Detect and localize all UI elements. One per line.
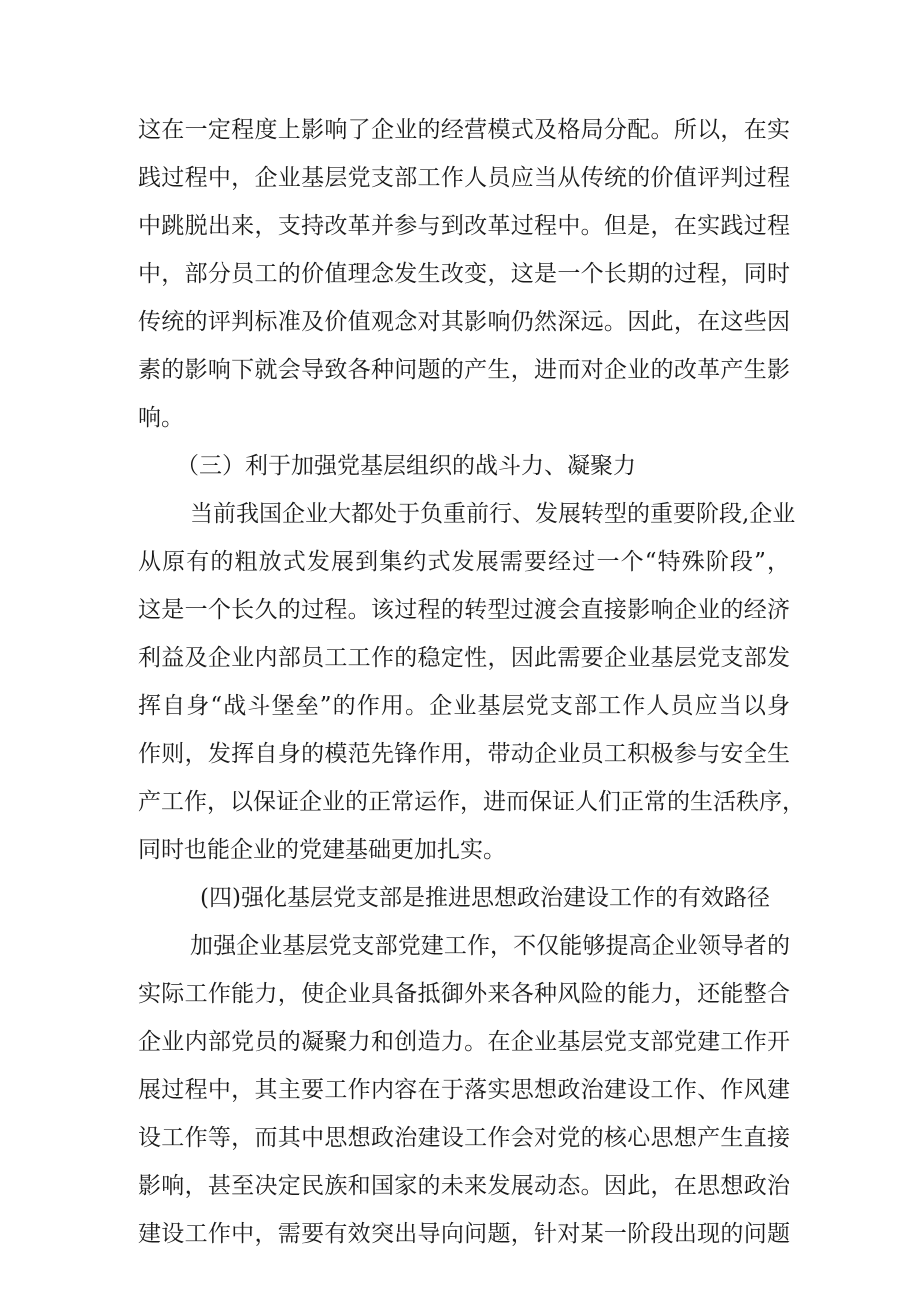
paragraph-2-line: 当前我国企业大都处于负重前行、发展转型的重要阶段,企业 xyxy=(190,501,796,527)
paragraph-2-line: 挥自身“战斗堡垒”的作用。企业基层党支部工作人员应当以身 xyxy=(138,693,790,719)
paragraph-1-line: 这在一定程度上影响了企业的经营模式及格局分配。所以，在实 xyxy=(138,117,790,143)
paragraph-2-line: 同时也能企业的党建基础更加扎实。 xyxy=(138,837,506,863)
section-heading-3: （三）利于加强党基层组织的战斗力、凝聚力 xyxy=(176,453,636,479)
paragraph-2-line: 这是一个长久的过程。该过程的转型过渡会直接影响企业的经济 xyxy=(138,597,790,623)
paragraph-1-line: 中，部分员工的价值理念发生改变，这是一个长期的过程，同时 xyxy=(138,261,790,287)
paragraph-3-line: 企业内部党员的凝聚力和创造力。在企业基层党支部党建工作开 xyxy=(138,1029,790,1055)
paragraph-1-line: 传统的评判标准及价值观念对其影响仍然深远。因此，在这些因 xyxy=(138,309,790,335)
paragraph-3-line: 设工作等，而其中思想政治建设工作会对党的核心思想产生直接 xyxy=(138,1125,790,1151)
paragraph-1-line: 践过程中，企业基层党支部工作人员应当从传统的价值评判过程 xyxy=(138,165,790,191)
paragraph-1-line: 素的影响下就会导致各种问题的产生，进而对企业的改革产生影 xyxy=(138,357,790,383)
paragraph-3-line: 影响，甚至决定民族和国家的未来发展动态。因此，在思想政治 xyxy=(138,1173,790,1199)
section-heading-4: (四)强化基层党支部是推进思想政治建设工作的有效路径 xyxy=(200,885,770,911)
paragraph-3-line: 建设工作中，需要有效突出导向问题，针对某一阶段出现的问题 xyxy=(138,1221,790,1247)
paragraph-3-line: 实际工作能力，使企业具备抵御外来各种风险的能力，还能整合 xyxy=(138,981,790,1007)
paragraph-1-line: 中跳脱出来，支持改革并参与到改革过程中。但是，在实践过程 xyxy=(138,213,790,239)
paragraph-2-line: 利益及企业内部员工工作的稳定性，因此需要企业基层党支部发 xyxy=(138,645,790,671)
paragraph-2-line: 产工作，以保证企业的正常运作，进而保证人们正常的生活秩序， xyxy=(138,789,805,815)
paragraph-3-line: 加强企业基层党支部党建工作，不仅能够提高企业领导者的 xyxy=(190,933,790,959)
paragraph-1-line: 响。 xyxy=(138,405,184,431)
paragraph-3-line: 展过程中，其主要工作内容在于落实思想政治建设工作、作风建 xyxy=(138,1077,790,1103)
paragraph-2-line: 从原有的粗放式发展到集约式发展需要经过一个“特殊阶段”， xyxy=(138,549,790,575)
paragraph-2-line: 作则，发挥自身的模范先锋作用，带动企业员工积极参与安全生 xyxy=(138,741,790,767)
